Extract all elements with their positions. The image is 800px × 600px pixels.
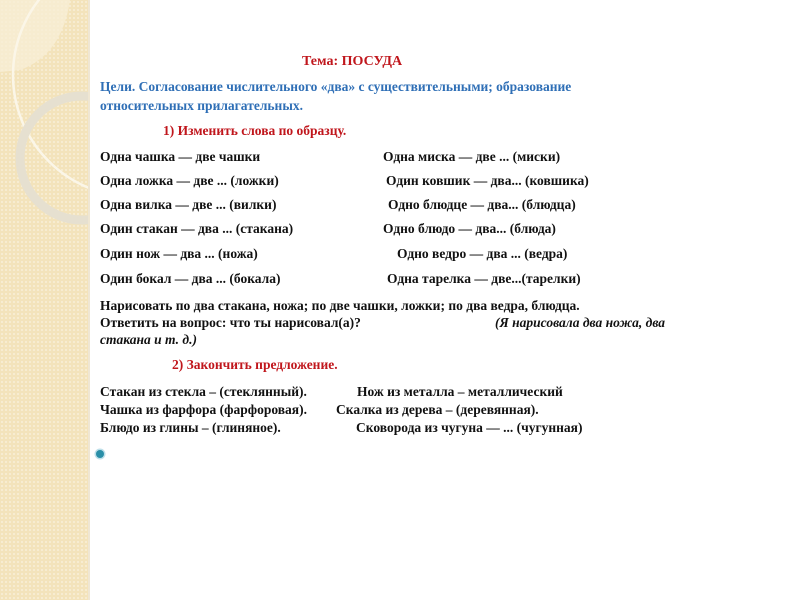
- sentence: Скалка из дерева – (деревянная).: [336, 402, 539, 417]
- decorative-side-panel: [0, 0, 90, 600]
- topic-title: Тема: ПОСУДА: [302, 54, 403, 69]
- task1-heading: 1) Изменить слова по образцу.: [163, 123, 347, 138]
- right-item: Одна тарелка — две...(тарелки): [387, 271, 581, 286]
- right-item: Одно блюдце — два... (блюдца): [388, 197, 576, 212]
- left-item: Один бокал — два ... (бокала): [100, 271, 281, 286]
- goals-line-2: относительных прилагательных.: [100, 98, 303, 113]
- right-item: Одно блюдо — два... (блюда): [383, 221, 556, 236]
- left-item: Одна вилка — две ... (вилки): [100, 197, 277, 212]
- task2-heading: 2) Закончить предложение.: [172, 357, 338, 372]
- bullet-icon: [96, 450, 104, 458]
- left-item: Один нож — два ... (ножа): [100, 246, 258, 261]
- sentence: Чашка из фарфора (фарфоровая).: [100, 402, 307, 417]
- right-item: Одна миска — две ... (миски): [383, 149, 561, 164]
- left-item: Одна чашка — две чашки: [100, 149, 261, 164]
- question: Ответить на вопрос: что ты нарисовал(а)?: [100, 315, 361, 330]
- left-item: Одна ложка — две ... (ложки): [100, 173, 279, 188]
- slide-content: [100, 0, 720, 600]
- answer-part-1: (Я нарисовала два ножа, два: [495, 315, 666, 330]
- goals-line-1: Цели. Согласование числительного «два» с существительными; образование: [100, 79, 572, 94]
- answer-part-2: стакана и т. д.): [100, 332, 197, 347]
- sentence: Блюдо из глины – (глиняное).: [100, 420, 281, 435]
- draw-instruction: Нарисовать по два стакана, ножа; по две чашки, ложки; по два ведра, блюдца.: [100, 298, 580, 313]
- right-item: Один ковшик — два... (ковшика): [386, 173, 589, 188]
- sentence: Стакан из стекла – (стеклянный).: [100, 384, 307, 399]
- right-item: Одно ведро — два ... (ведра): [397, 246, 568, 261]
- sentence: Нож из металла – металлический: [357, 384, 563, 399]
- decorative-circles-icon: [0, 0, 88, 600]
- sentence: Сковорода из чугуна — ... (чугунная): [356, 420, 583, 435]
- left-item: Один стакан — два ... (стакана): [100, 221, 294, 236]
